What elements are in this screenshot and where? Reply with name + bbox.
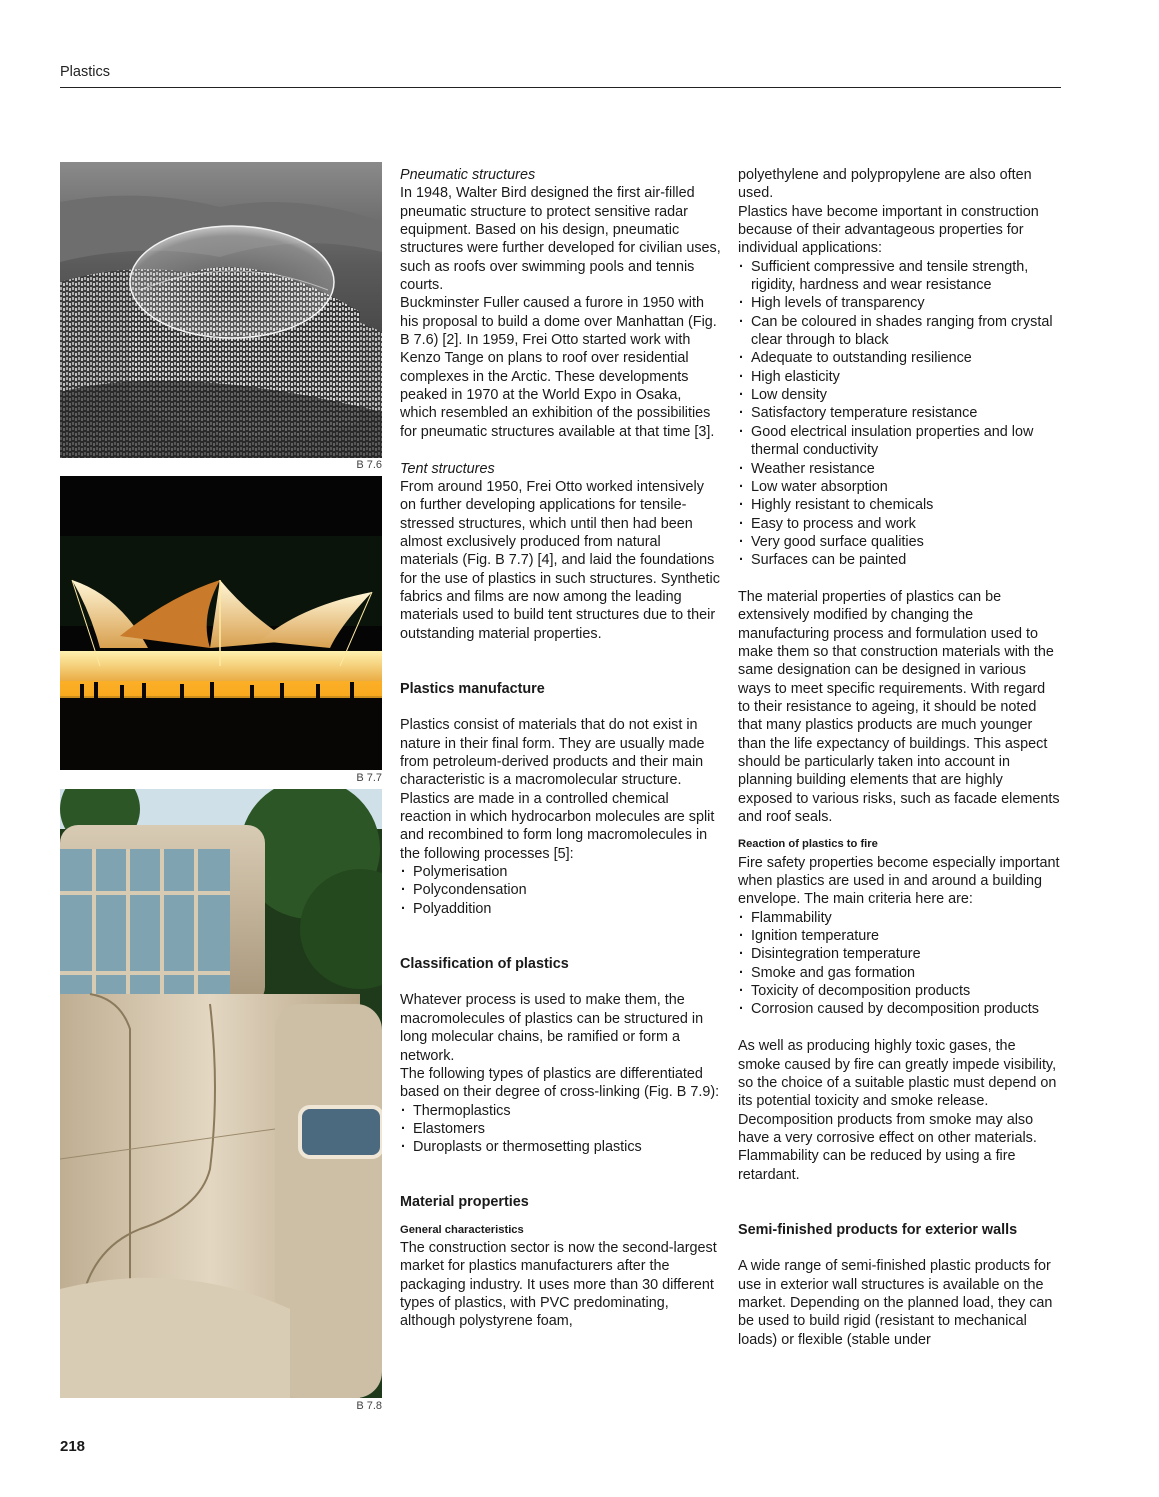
advantages-list bbox=[738, 258, 1060, 570]
tent-structures-title: Tent structures bbox=[400, 460, 495, 477]
list-item: · Satisfactory temperature resistance bbox=[738, 404, 1060, 422]
list-item: · Polycondensation bbox=[400, 881, 722, 899]
continued-paragraph: polyethylene and polypropylene are also often used. bbox=[738, 167, 1032, 202]
list-item: · Duroplasts or thermosetting plastics bbox=[400, 1138, 722, 1156]
list-item: · Low density bbox=[738, 386, 1060, 404]
plastic-types-list bbox=[400, 1102, 722, 1157]
general-characteristics-subheading: General characteristics bbox=[400, 1223, 524, 1236]
smoke-paragraph: As well as producing highly toxic gases, the smoke caused by fire can greatly impede visibility, so the choice of a suitable plastic must depend on its potential toxicity and smoke release. Decomposition products from smoke may also have a very corrosive effect on other materials. Flammability can be reduced by using a fire retardant. bbox=[738, 1038, 1057, 1183]
classification-paragraph-1: Whatever process is used to make them, the macromolecules of plastics can be structured in long molecular chains, be ramified or form a network. bbox=[400, 992, 704, 1064]
list-item: · Smoke and gas formation bbox=[738, 964, 1060, 982]
list-item: · Polymerisation bbox=[400, 863, 722, 881]
figure-caption-b7-7: B 7.7 bbox=[356, 772, 382, 784]
list-item: · Thermoplastics bbox=[400, 1102, 722, 1120]
page-number: 218 bbox=[60, 1438, 86, 1455]
list-item: · Low water absorption bbox=[738, 478, 1060, 496]
list-item: · Highly resistant to chemicals bbox=[738, 496, 1060, 514]
list-item: · Weather resistance bbox=[738, 460, 1060, 478]
classification-paragraph-2: The following types of plastics are differentiated based on their degree of cross-linking (Fig. B 7.9): bbox=[400, 1065, 720, 1101]
pneumatic-structures-title: Pneumatic structures bbox=[400, 167, 536, 183]
list-item: · Good electrical insulation properties and low thermal conductivity bbox=[738, 423, 1060, 460]
list-item: · Easy to process and work bbox=[738, 515, 1060, 533]
pneumatic-paragraph-2: Buckminster Fuller caused a furore in 1950 with his proposal to build a dome over Manhattan (Fig. B 7.6) [2]. In 1959, Frei Otto started work with Kenzo Tange on plans to roof over residential complexes in the Arctic. These developments peaked in 1970 at the World Expo in Osaka, which resembled an exhibition of the possibilities for pneumatic structures available at that time [3]. bbox=[400, 295, 717, 440]
material-properties-heading: Material properties bbox=[400, 1194, 529, 1211]
list-item: · Surfaces can be painted bbox=[738, 551, 1060, 569]
classification-heading: Classification of plastics bbox=[400, 955, 569, 972]
list-item: · High levels of transparency bbox=[738, 294, 1060, 312]
list-item: · Ignition temperature bbox=[738, 927, 1060, 945]
list-item: · High elasticity bbox=[738, 368, 1060, 386]
process-list bbox=[400, 863, 722, 918]
pneumatic-paragraph-1: In 1948, Walter Bird designed the first air-filled pneumatic structure to protect sensitive radar equipment. Based on his design, pneumatic structures were further developed for civilian uses, such as roofs over swimming pools and tennis courts. bbox=[400, 185, 721, 294]
fire-criteria-list bbox=[738, 909, 1060, 1019]
figure-caption-b7-8: B 7.8 bbox=[356, 1400, 382, 1412]
semi-finished-paragraph: A wide range of semi-finished plastic products for use in exterior wall structures is available on the market. Depending on the planned load, they can be used to build rigid (resistant to mechanical loads) or flexible (stable under bbox=[738, 1258, 1053, 1348]
list-item: · Polyaddition bbox=[400, 900, 722, 918]
fire-reaction-subheading: Reaction of plastics to fire bbox=[738, 838, 878, 851]
list-item: · Elastomers bbox=[400, 1120, 722, 1138]
semi-finished-products-heading: Semi-finished products for exterior walls bbox=[738, 1221, 1018, 1238]
figure-caption-b7-6: B 7.6 bbox=[356, 459, 382, 471]
general-characteristics-paragraph: The construction sector is now the second-largest market for plastics manufacturers after the packaging industry. It uses more than 30 different types of plastics, with PVC predominating, although polystyrene foam, bbox=[400, 1239, 717, 1330]
advantages-intro-paragraph: Plastics have become important in construction because of their advantageous properties for individual applications: bbox=[738, 203, 1039, 257]
figure-b7-8-plastic-building-photo bbox=[60, 789, 382, 1398]
fire-paragraph: Fire safety properties become especially important when plastics are used in and around a building envelope. The main criteria here are: bbox=[738, 854, 1060, 908]
list-item: · Disintegration temperature bbox=[738, 945, 1060, 963]
list-item: · Can be coloured in shades ranging from crystal clear through to black bbox=[738, 313, 1060, 350]
modification-paragraph: The material properties of plastics can be extensively modified by changing the manufacturing process and formulation used to make them so that construction materials with the same designation can be designed in various ways to meet specific requirements. With regard to their resistance to ageing, it should be noted that many plastics products are much younger than the life expectancy of buildings. This aspect should be particularly taken into account in planning building elements that are highly exposed to various risks, such as facade elements and roof seals. bbox=[738, 588, 1060, 826]
list-item: · Sufficient compressive and tensile strength, rigidity, hardness and wear resistance bbox=[738, 258, 1060, 295]
list-item: · Corrosion caused by decomposition products bbox=[738, 1000, 1060, 1018]
running-head: Plastics bbox=[60, 64, 110, 80]
list-item: · Flammability bbox=[738, 909, 1060, 927]
manufacture-paragraph: Plastics consist of materials that do not exist in nature in their final form. They are usually made from petroleum-derived products and their main characteristic is a macromolecular structure. Plastics are made in a controlled chemical reaction in which hydrocarbon molecules are split and recombined to form long macromolecules in the following processes [5]: bbox=[400, 717, 715, 862]
figure-b7-7-tent-structure-photo bbox=[60, 476, 382, 770]
list-item: · Adequate to outstanding resilience bbox=[738, 349, 1060, 367]
plastics-manufacture-heading: Plastics manufacture bbox=[400, 680, 545, 697]
figure-b7-6-manhattan-dome-photo bbox=[60, 162, 382, 458]
text-column-1 bbox=[400, 166, 722, 1331]
text-column-2 bbox=[738, 166, 1060, 1349]
list-item: · Very good surface qualities bbox=[738, 533, 1060, 551]
tent-paragraph: From around 1950, Frei Otto worked intensively on further developing applications for tensile-stressed structures, which until then had been almost exclusively produced from natural materials (Fig. B 7.7) [4], and laid the foundations for the use of plastics in such structures. Synthetic fabrics and films are now among the leading materials used to build tent structures due to their outstanding material properties. bbox=[400, 478, 720, 642]
list-item: · Toxicity of decomposition products bbox=[738, 982, 1060, 1000]
header-rule bbox=[60, 87, 1061, 88]
